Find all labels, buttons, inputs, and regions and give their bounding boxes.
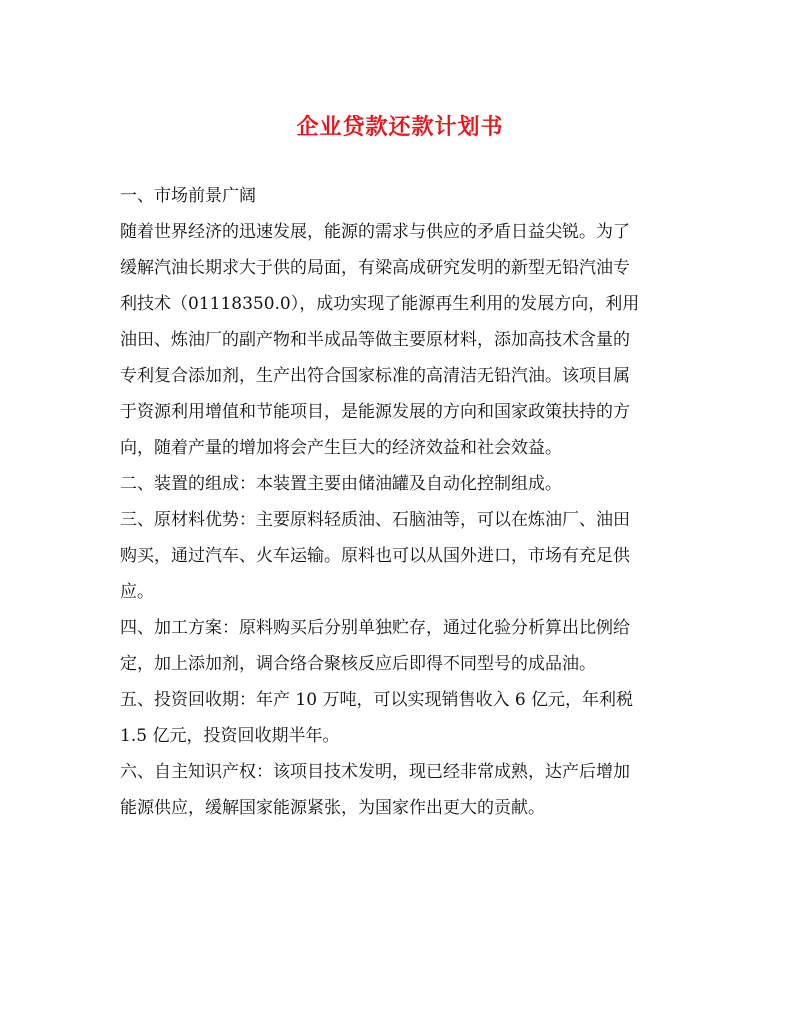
section-processing-plan: 四、加工方案：原料购买后分别单独贮存，通过化验分析算出比例给 xyxy=(120,618,630,638)
paragraph-line: 油田、炼油厂的副产物和半成品等做主要原材料，添加高技术含量的 xyxy=(120,330,630,350)
paragraph-line: 向，随着产量的增加将会产生巨大的经济效益和社会效益。 xyxy=(120,438,562,458)
paragraph-line: 随着世界经济的迅速发展，能源的需求与供应的矛盾日益尖锐。为了 xyxy=(120,222,630,242)
section-intellectual-property: 六、自主知识产权：该项目技术发明，现已经非常成熟，达产后增加 xyxy=(120,762,630,782)
paragraph-line: 购买，通过汽车、火车运输。原料也可以从国外进口，市场有充足供 xyxy=(120,546,630,566)
paragraph-line: 专利复合添加剂，生产出符合国家标准的高清洁无铅汽油。该项目属 xyxy=(120,366,630,386)
section-device-composition: 二、装置的组成：本装置主要由储油罐及自动化控制组成。 xyxy=(120,474,562,494)
section-raw-material: 三、原材料优势：主要原料轻质油、石脑油等，可以在炼油厂、油田 xyxy=(120,510,630,530)
paragraph-line: 于资源利用增值和节能项目，是能源发展的方向和国家政策扶持的方 xyxy=(120,402,630,422)
paragraph-line: 1.5 亿元，投资回收期半年。 xyxy=(120,726,340,746)
paragraph-line: 利技术（01118350.0），成功实现了能源再生利用的发展方向，利用 xyxy=(120,294,640,314)
paragraph-line: 缓解汽油长期求大于供的局面，有梁高成研究发明的新型无铅汽油专 xyxy=(120,258,630,278)
document-body xyxy=(120,178,680,826)
page-title: 企业贷款还款计划书 xyxy=(296,114,504,140)
section-payback-period: 五、投资回收期：年产 10 万吨，可以实现销售收入 6 亿元，年利税 xyxy=(120,690,634,710)
paragraph-line: 应。 xyxy=(120,582,154,602)
paragraph-line: 定，加上添加剂，调合络合聚核反应后即得不同型号的成品油。 xyxy=(120,654,596,674)
paragraph-line: 能源供应，缓解国家能源紧张，为国家作出更大的贡献。 xyxy=(120,798,545,818)
section-heading-market: 一、市场前景广阔 xyxy=(120,186,256,206)
